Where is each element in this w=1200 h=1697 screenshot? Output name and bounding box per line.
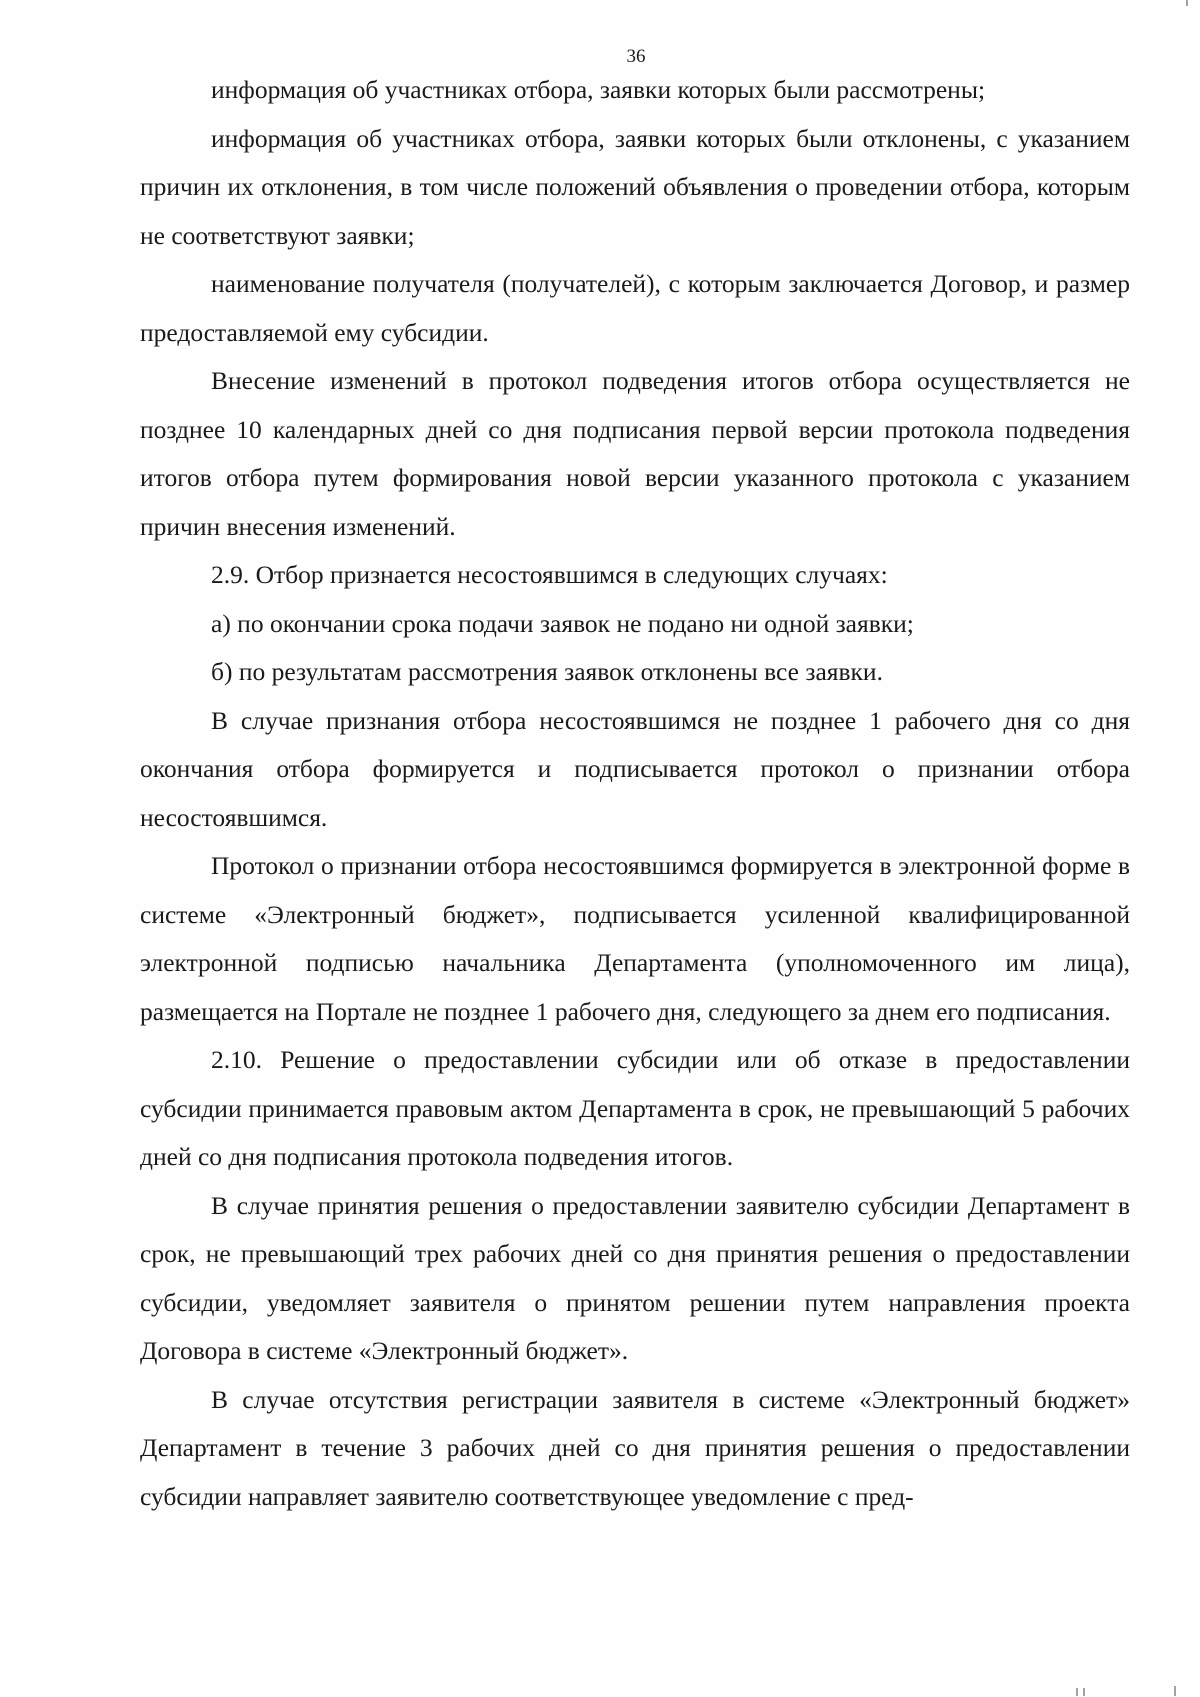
scan-artifact	[1186, 0, 1188, 6]
document-body	[140, 66, 1130, 1521]
paragraph: информация об участниках отбора, заявки которых были отклонены, с указанием причин их отклонения, в том числе положений объявления о проведении отбора, которым не соответствуют заявки;	[140, 123, 1130, 250]
paragraph: В случае признания отбора несостоявшимся не позднее 1 рабочего дня со дня окончания отбора формируется и подписывается протокол о признании отбора несостоявшимся.	[140, 705, 1130, 832]
paragraph: информация об участниках отбора, заявки которых были рассмотрены;	[211, 75, 986, 104]
paragraph: наименование получателя (получателей), с которым заключается Договор, и размер предоставляемой ему субсидии.	[140, 269, 1130, 347]
paragraph: 2.10. Решение о предоставлении субсидии или об отказе в предоставлении субсидии принимается правовым актом Департамента в срок, не превышающий 5 рабочих дней со дня подписания протокола подведения итогов.	[140, 1045, 1130, 1171]
scan-artifact	[1083, 1688, 1085, 1696]
paragraph: б) по результатам рассмотрения заявок отклонены все заявки.	[211, 657, 883, 686]
paragraph: Внесение изменений в протокол подведения итогов отбора осуществляется не позднее 10 календарных дней со дня подписания первой версии протокола подведения итогов отбора путем формирования новой версии указанного протокола с указанием причин внесения изменений.	[140, 366, 1130, 541]
paragraph: 2.9. Отбор признается несостоявшимся в следующих случаях:	[211, 560, 888, 589]
scan-artifact	[1174, 1686, 1176, 1696]
paragraph: а) по окончании срока подачи заявок не подано ни одной заявки;	[211, 608, 914, 638]
page-number: 36	[626, 46, 646, 67]
paragraph: В случае отсутствия регистрации заявителя в системе «Электронный бюджет» Департамент в течение 3 рабочих дней со дня принятия решения о предоставлении субсидии направляет заявителю соответствующее уведомление с пред-	[140, 1384, 1130, 1511]
scan-artifact	[1076, 1688, 1078, 1696]
paragraph: Протокол о признании отбора несостоявшимся формируется в электронной форме в системе «Электронный бюджет», подписывается усиленной квалифицированной электронной подписью начальника Департамента (уполномоченного им лица), размещается на Портале не позднее 1 рабочего дня, следующего за днем его подписания.	[140, 851, 1130, 1026]
paragraph: В случае принятия решения о предоставлении заявителю субсидии Департамент в срок, не превышающий трех рабочих дней со дня принятия решения о предоставлении субсидии, уведомляет заявителя о принятом решении путем направления проекта Договора в системе «Электронный бюджет».	[140, 1190, 1130, 1365]
